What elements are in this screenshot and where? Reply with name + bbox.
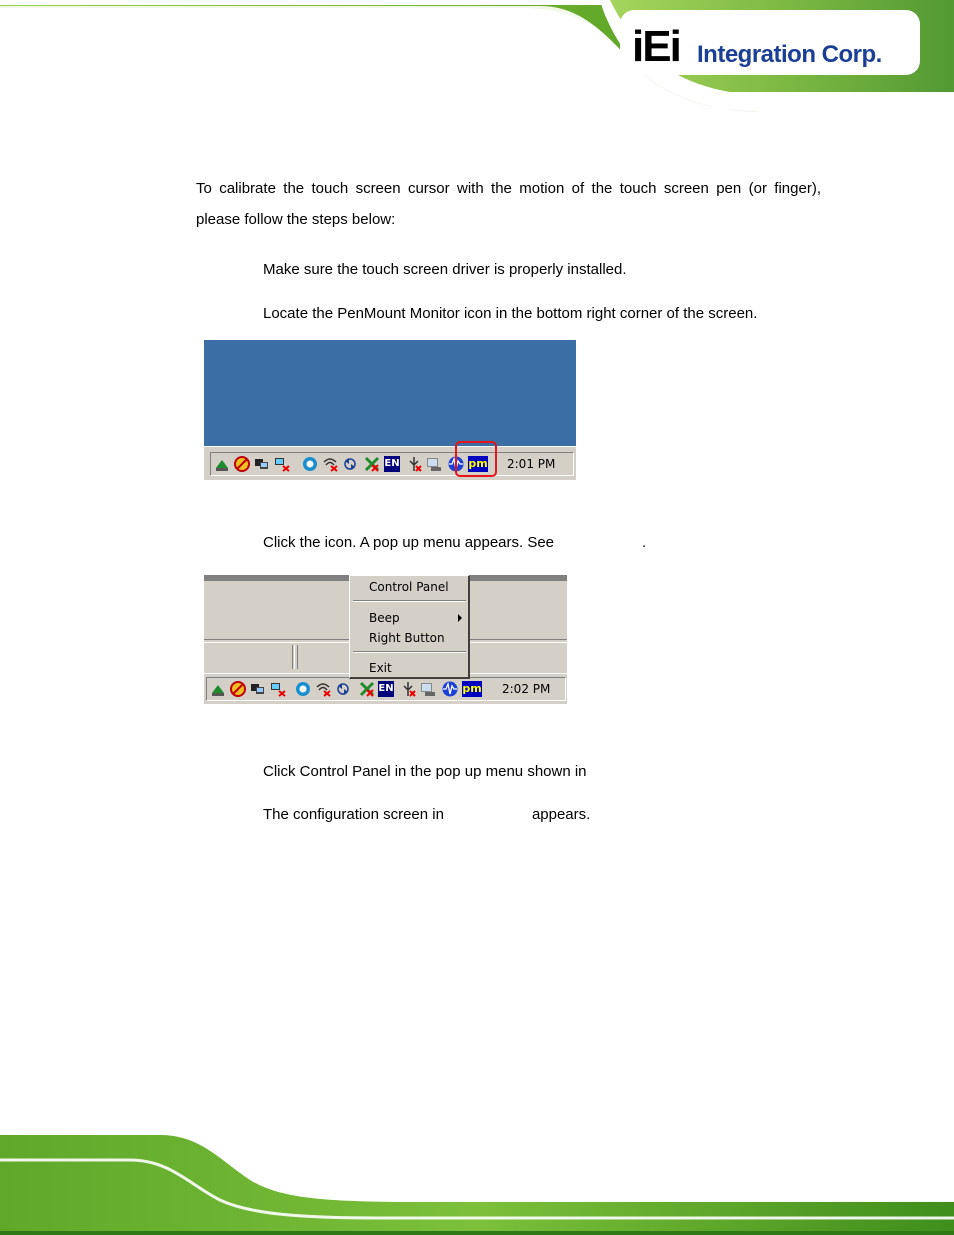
penmount-monitor-icon[interactable]: pm: [468, 457, 488, 470]
waveform-icon[interactable]: [442, 681, 458, 697]
penmount-popup-menu: [349, 575, 470, 679]
disconnected-x-icon[interactable]: [359, 681, 375, 697]
intro-paragraph: To calibrate the touch screen cursor with the motion of the touch screen pen (or finger), please follow the steps below:: [196, 180, 821, 228]
footer-banner: [0, 1130, 954, 1235]
company-logo-mark: [632, 22, 680, 71]
network-disconnected-icon[interactable]: [270, 681, 286, 697]
desktop-area: [204, 340, 576, 446]
wireless-icon[interactable]: [315, 681, 331, 697]
menu-item-control-panel[interactable]: Control Panel: [369, 580, 449, 594]
status-pane: [204, 645, 293, 669]
step-3-text: [263, 534, 646, 552]
disconnected-x-icon[interactable]: [364, 456, 380, 472]
display-icon[interactable]: [420, 681, 436, 697]
computers-icon[interactable]: [254, 456, 270, 472]
taskbar-clock: 2:02 PM: [502, 682, 551, 696]
wireless-icon[interactable]: [322, 456, 338, 472]
status-pane-divider: [294, 645, 298, 669]
computers-icon[interactable]: [250, 681, 266, 697]
screenshot-penmount-tray: [204, 340, 576, 479]
taskbar-clock: 2:01 PM: [507, 457, 556, 471]
menu-item-exit[interactable]: Exit: [369, 661, 392, 675]
step-1-text: Make sure the touch screen driver is properly installed.: [263, 261, 627, 278]
menu-separator: [353, 600, 466, 602]
usb-icon[interactable]: [406, 456, 422, 472]
step-5-text-end: appears.: [531, 806, 591, 823]
usb-icon[interactable]: [400, 681, 416, 697]
step-5-text-main: The configuration screen in: [263, 806, 444, 823]
submenu-arrow-icon: [458, 614, 462, 622]
company-logo-text: Integration Corp.: [697, 41, 882, 68]
sync-icon[interactable]: [342, 456, 358, 472]
quicktime-icon[interactable]: [302, 456, 318, 472]
quicktime-icon[interactable]: [295, 681, 311, 697]
screenshot-penmount-menu: [204, 575, 567, 703]
taskbar: [204, 446, 576, 480]
display-icon[interactable]: [426, 456, 442, 472]
step-3-text-end: .: [642, 534, 647, 551]
antivirus-icon[interactable]: [234, 456, 250, 472]
network-disconnected-icon[interactable]: [274, 456, 290, 472]
language-indicator[interactable]: EN: [378, 681, 394, 697]
menu-item-beep[interactable]: Beep: [369, 611, 400, 625]
step-2-text: Locate the PenMount Monitor icon in the bottom right corner of the screen.: [263, 305, 758, 322]
menu-item-right-button[interactable]: Right Button: [369, 631, 445, 645]
logo-mark-text: iEi: [632, 22, 680, 71]
antivirus-icon[interactable]: [230, 681, 246, 697]
menu-separator: [353, 651, 466, 653]
sync-icon[interactable]: [335, 681, 351, 697]
step-3-text-main: Click the icon. A pop up menu appears. See: [263, 534, 555, 551]
penmount-icon-highlight: [455, 441, 497, 477]
system-tray: [210, 452, 574, 476]
network-icon[interactable]: [210, 681, 226, 697]
step-4-text: Click Control Panel in the pop up menu shown in: [263, 763, 587, 780]
penmount-monitor-icon[interactable]: pm: [462, 682, 482, 695]
language-indicator[interactable]: EN: [384, 456, 400, 472]
step-5-text: [263, 806, 590, 824]
system-tray: [206, 677, 566, 701]
network-icon[interactable]: [214, 456, 230, 472]
